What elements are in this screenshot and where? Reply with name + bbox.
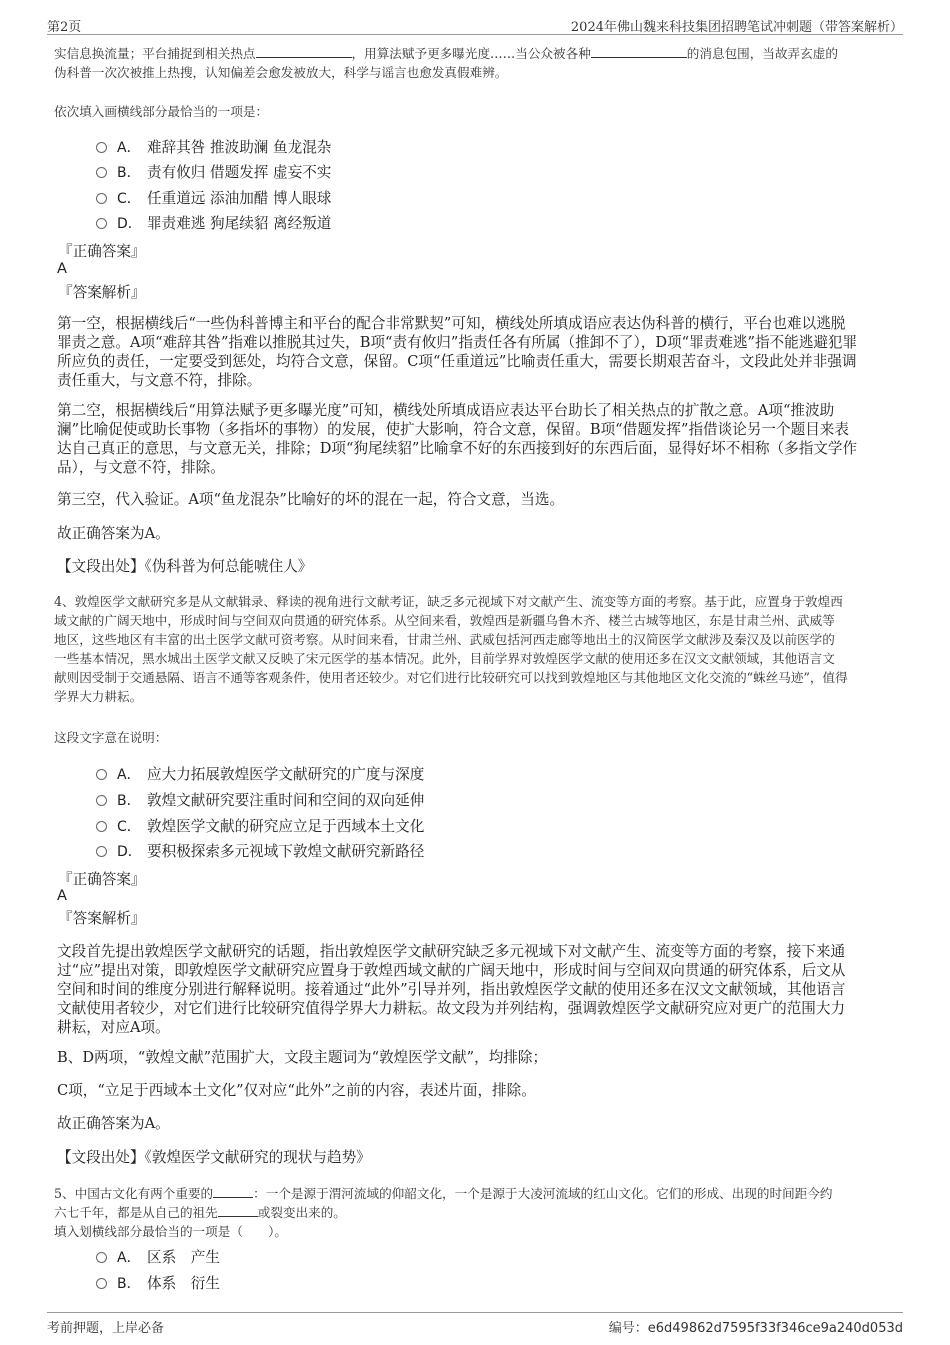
page-number: 第2页 xyxy=(47,20,82,35)
radio-icon[interactable] xyxy=(96,167,107,178)
q4-option-d[interactable]: D． 要积极探索多元视域下敦煌文献研究新路径 xyxy=(96,840,424,860)
radio-icon[interactable] xyxy=(96,193,107,204)
q3-option-b[interactable]: B． 责有攸归 借题发挥 虚妄不实 xyxy=(96,161,331,181)
q3-answer-label: 『正确答案』 xyxy=(58,243,146,260)
blank-2 xyxy=(591,44,687,58)
radio-icon[interactable] xyxy=(96,1252,107,1263)
q3-analysis-2: 第二空，根据横线后“用算法赋予更多曝光度”可知，横线处所填成语应表达平台助长了相关热点的扩散之意。A项“推波助 澜”比喻促使或助长事物（多指坏的事物）的发展，使扩大影响，符合文意，保留。B项“借题发挥”指借谈论另一个题目来表 达自己真正的意思，与文意无关，排除；D项“狗尾续貂”比喻拿不好的东西接到好的东西后面，显得好坏不相称（多指文学作 品），与文意不符，排除。 xyxy=(57,402,858,476)
q3-source: 【文段出处】《伪科普为何总能唬住人》 xyxy=(57,558,313,575)
q4-analysis-1: 文段首先提出敦煌医学文献研究的话题，指出敦煌医学文献研究缺乏多元视域下对文献产生、流变等方面的考察，接下来通 过“应”提出对策，即敦煌医学文献研究应置身于敦煌西域文献的广阔天地中，形成时间与空间双向贯通的研究体系，后文从 空间和时间的维度分别进行解释说明。接着通过“此外”引导并列，指出敦煌医学文献的使用还多在汉文文献领域，其他语言 文献使用者较少，对它们进行比较研究值得学界大力耕耘。故文段为并列结构，强调敦煌医学文献研究应对更广的范围大力 耕耘，对应A项。 xyxy=(57,943,846,1036)
q3-prompt: 依次填入画横线部分最恰当的一项是： xyxy=(54,104,269,119)
radio-icon[interactable] xyxy=(96,1278,107,1289)
radio-icon[interactable] xyxy=(96,795,107,806)
q4-answer-label: 『正确答案』 xyxy=(58,871,146,888)
q3-option-c[interactable]: C． 任重道远 添油加醋 博人眼球 xyxy=(96,187,331,207)
q3-stem: 实信息换流量；平台捕捉到相关热点 ，用算法赋予更多曝光度……当公众被各种 的消息包围，当故弄玄虚的 伪科普一次次被推上热搜，认知偏差会愈发被放大，科学与谣言也愈发真假难辨。 xyxy=(54,46,838,80)
q3-analysis-3: 第三空，代入验证。A项“鱼龙混杂”比喻好的坏的混在一起，符合文意，当选。 xyxy=(57,491,565,508)
document-code: 编号：e6d49862d7595f33f346ce9a240d053d xyxy=(608,1321,903,1336)
q4-analysis-3: C项，“立足于西域本土文化”仅对应“此外”之前的内容，表述片面，排除。 xyxy=(57,1082,536,1099)
radio-icon[interactable] xyxy=(96,769,107,780)
q4-analysis-2: B、D两项，“敦煌文献”范围扩大，文段主题词为“敦煌医学文献”，均排除； xyxy=(57,1049,548,1066)
radio-icon[interactable] xyxy=(96,821,107,832)
blank-2 xyxy=(218,1203,258,1217)
q5-option-b[interactable]: B． 体系 衍生 xyxy=(96,1272,220,1292)
q4-source: 【文段出处】《敦煌医学文献研究的现状与趋势》 xyxy=(57,1149,371,1166)
q5-stem: 5、中国古文化有两个重要的 ：一个是源于渭河流域的仰韶文化，一个是源于大凌河流域的红山文化。它们的形成、出现的时间距今约 六七千年，都是从自己的祖先 或裂变出来的。 填入划横线部分最恰当的一项是（ ）。 xyxy=(54,1184,894,1241)
q4-option-c[interactable]: C． 敦煌医学文献的研究应立足于西域本土文化 xyxy=(96,815,424,835)
q4-stem: 4、敦煌医学文献研究多是从文献辑录、释读的视角进行文献考证，缺乏多元视域下对文献产生、流变等方面的考察。基于此，应置身于敦煌西 域文献的广阔天地中，形成时间与空间双向贯通的研究体系。从空间来看，敦煌西是新疆乌鲁木齐、楼兰古城等地区，东是甘肃兰州、武威等 地区，这些地区有丰富的出土医学文献可资考察。从时间来看，甘肃兰州、武威包括河西走廊等地出土的汉简医学文献涉及秦汉及以前医学的 一些基本情况，黑水城出土医学文献又反映了宋元医学的基本情况。此外，目前学界对敦煌医学文献的使用还多在汉文文献领域，其他语言文 献则因受制于交通悬隔、语言不通等客观条件，使用者还较少。对它们进行比较研究可以找到敦煌地区与其他地区文化交流的“蛛丝马迹”，值得 学界大力耕耘。 xyxy=(54,594,848,704)
q3-conclusion: 故正确答案为A。 xyxy=(57,525,170,542)
q3-option-a[interactable]: A． 难辞其咎 推波助澜 鱼龙混杂 xyxy=(96,136,331,156)
q3-option-d[interactable]: D． 罪责难逃 狗尾续貂 离经叛道 xyxy=(96,212,331,232)
q5-prompt: 填入划横线部分最恰当的一项是（ ）。 xyxy=(54,1224,287,1239)
radio-icon[interactable] xyxy=(96,218,107,229)
document-title: 2024年佛山魏来科技集团招聘笔试冲刺题（带答案解析） xyxy=(570,20,903,35)
radio-icon[interactable] xyxy=(96,142,107,153)
q3-answer: A xyxy=(57,260,67,277)
q3-analysis-1: 第一空，根据横线后“一些伪科普博主和平台的配合非常默契”可知，横线处所填成语应表达伪科普的横行，平台也难以逃脱 罪责之意。A项“难辞其咎”指难以推脱其过失，B项“责有攸归”指责任各有所属（推卸不了），D项“罪责难逃”指不能逃避犯罪 所应负的责任，一定要受到惩处，均符合文意，保留。C项“任重道远”比喻责任重大，需要长期艰苦奋斗，文段此处并非强调 责任重大，与文意不符，排除。 xyxy=(57,315,858,389)
radio-icon[interactable] xyxy=(96,846,107,857)
q4-analysis-label: 『答案解析』 xyxy=(58,910,146,927)
q4-option-b[interactable]: B． 敦煌文献研究要注重时间和空间的双向延伸 xyxy=(96,789,424,809)
q4-option-a[interactable]: A． 应大力拓展敦煌医学文献研究的广度与深度 xyxy=(96,763,424,783)
page-header xyxy=(47,14,903,35)
q3-analysis-label: 『答案解析』 xyxy=(58,284,146,301)
footer-slogan: 考前押题，上岸必备 xyxy=(47,1321,165,1336)
blank-1 xyxy=(256,44,352,58)
q4-conclusion: 故正确答案为A。 xyxy=(57,1115,170,1132)
blank-1 xyxy=(213,1184,253,1198)
q4-prompt: 这段文字意在说明： xyxy=(54,730,168,745)
page-footer xyxy=(47,1312,903,1335)
q5-option-a[interactable]: A． 区系 产生 xyxy=(96,1246,220,1266)
q4-answer: A xyxy=(57,887,67,904)
